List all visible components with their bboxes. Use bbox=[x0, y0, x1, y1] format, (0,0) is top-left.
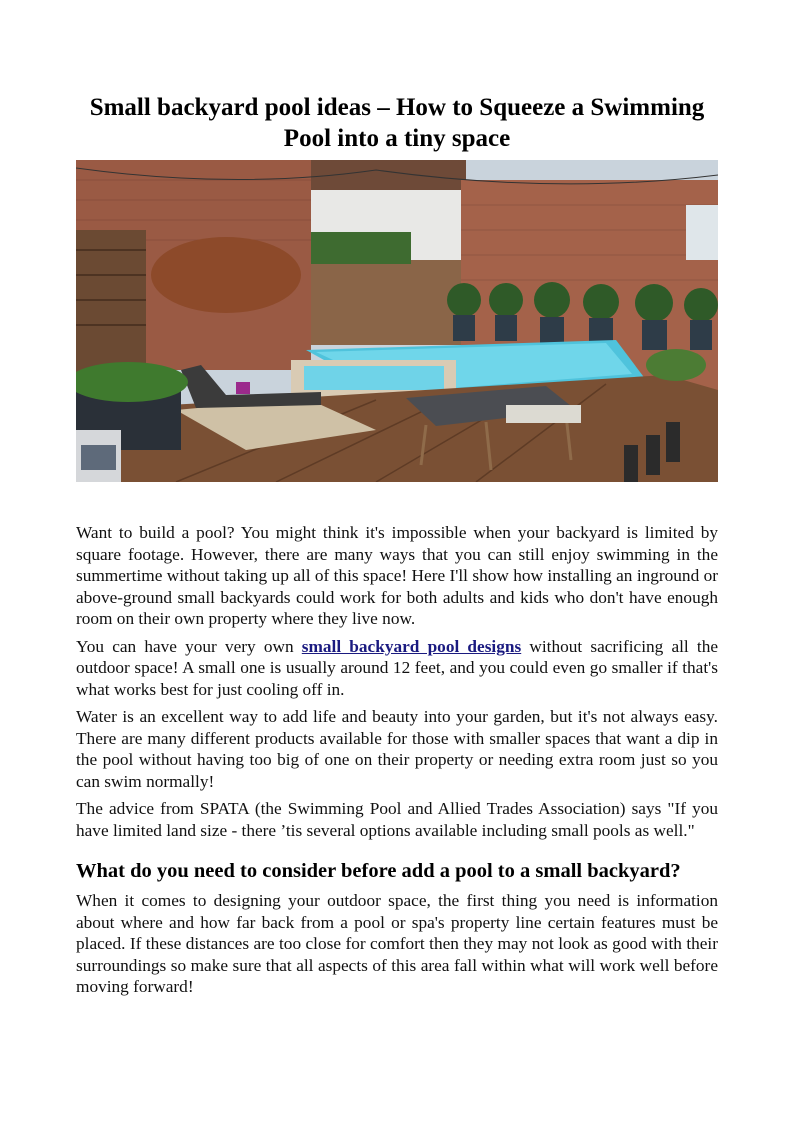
page-title: Small backyard pool ideas – How to Squeeze a Swimming Pool into a tiny space bbox=[89, 94, 705, 152]
paragraph-designs bbox=[76, 636, 718, 701]
paragraph-designs-rest: without sacrificing all the outdoor space! A small one is usually around 12 feet, and you could even go smaller if that's what works best for just cooling off in. bbox=[76, 636, 719, 699]
backyard-pool-photo bbox=[76, 160, 718, 482]
paragraph-designs-lead: You can have your very own bbox=[76, 636, 302, 656]
small-backyard-pool-designs-link[interactable]: small backyard pool designs bbox=[301, 636, 522, 656]
section-paragraph: When it comes to designing your outdoor space, the first thing you need is information about where and how far back from a pool or spa's property line certain features must be placed. If these distances are too close for comfort then they may not look as good with their surroundings so make sure that all aspects of this area fall within what will work well before moving forward! bbox=[76, 891, 718, 996]
paragraph-spata: The advice from SPATA (the Swimming Pool and Allied Trades Association) says "If you have limited land size - there ’tis several options available including small pools as well." bbox=[76, 799, 718, 840]
paragraph-water: Water is an excellent way to add life and beauty into your garden, but it's not always easy. There are many different products available for those with smaller spaces that want a dip in the pool without having too big of one on their property or needing extra room just so you can swim normally! bbox=[76, 707, 718, 791]
paragraph-intro: Want to build a pool? You might think it's impossible when your backyard is limited by square footage. However, there are many ways that you can still enjoy swimming in the summertime without taking up all of this space! Here I'll show how installing an inground or above-ground small backyards could work for both adults and kids who don't have enough room on their own property where they live now. bbox=[76, 523, 718, 628]
document-page bbox=[76, 0, 718, 1004]
section-heading: What do you need to consider before add a pool to a small backyard? bbox=[76, 860, 681, 882]
